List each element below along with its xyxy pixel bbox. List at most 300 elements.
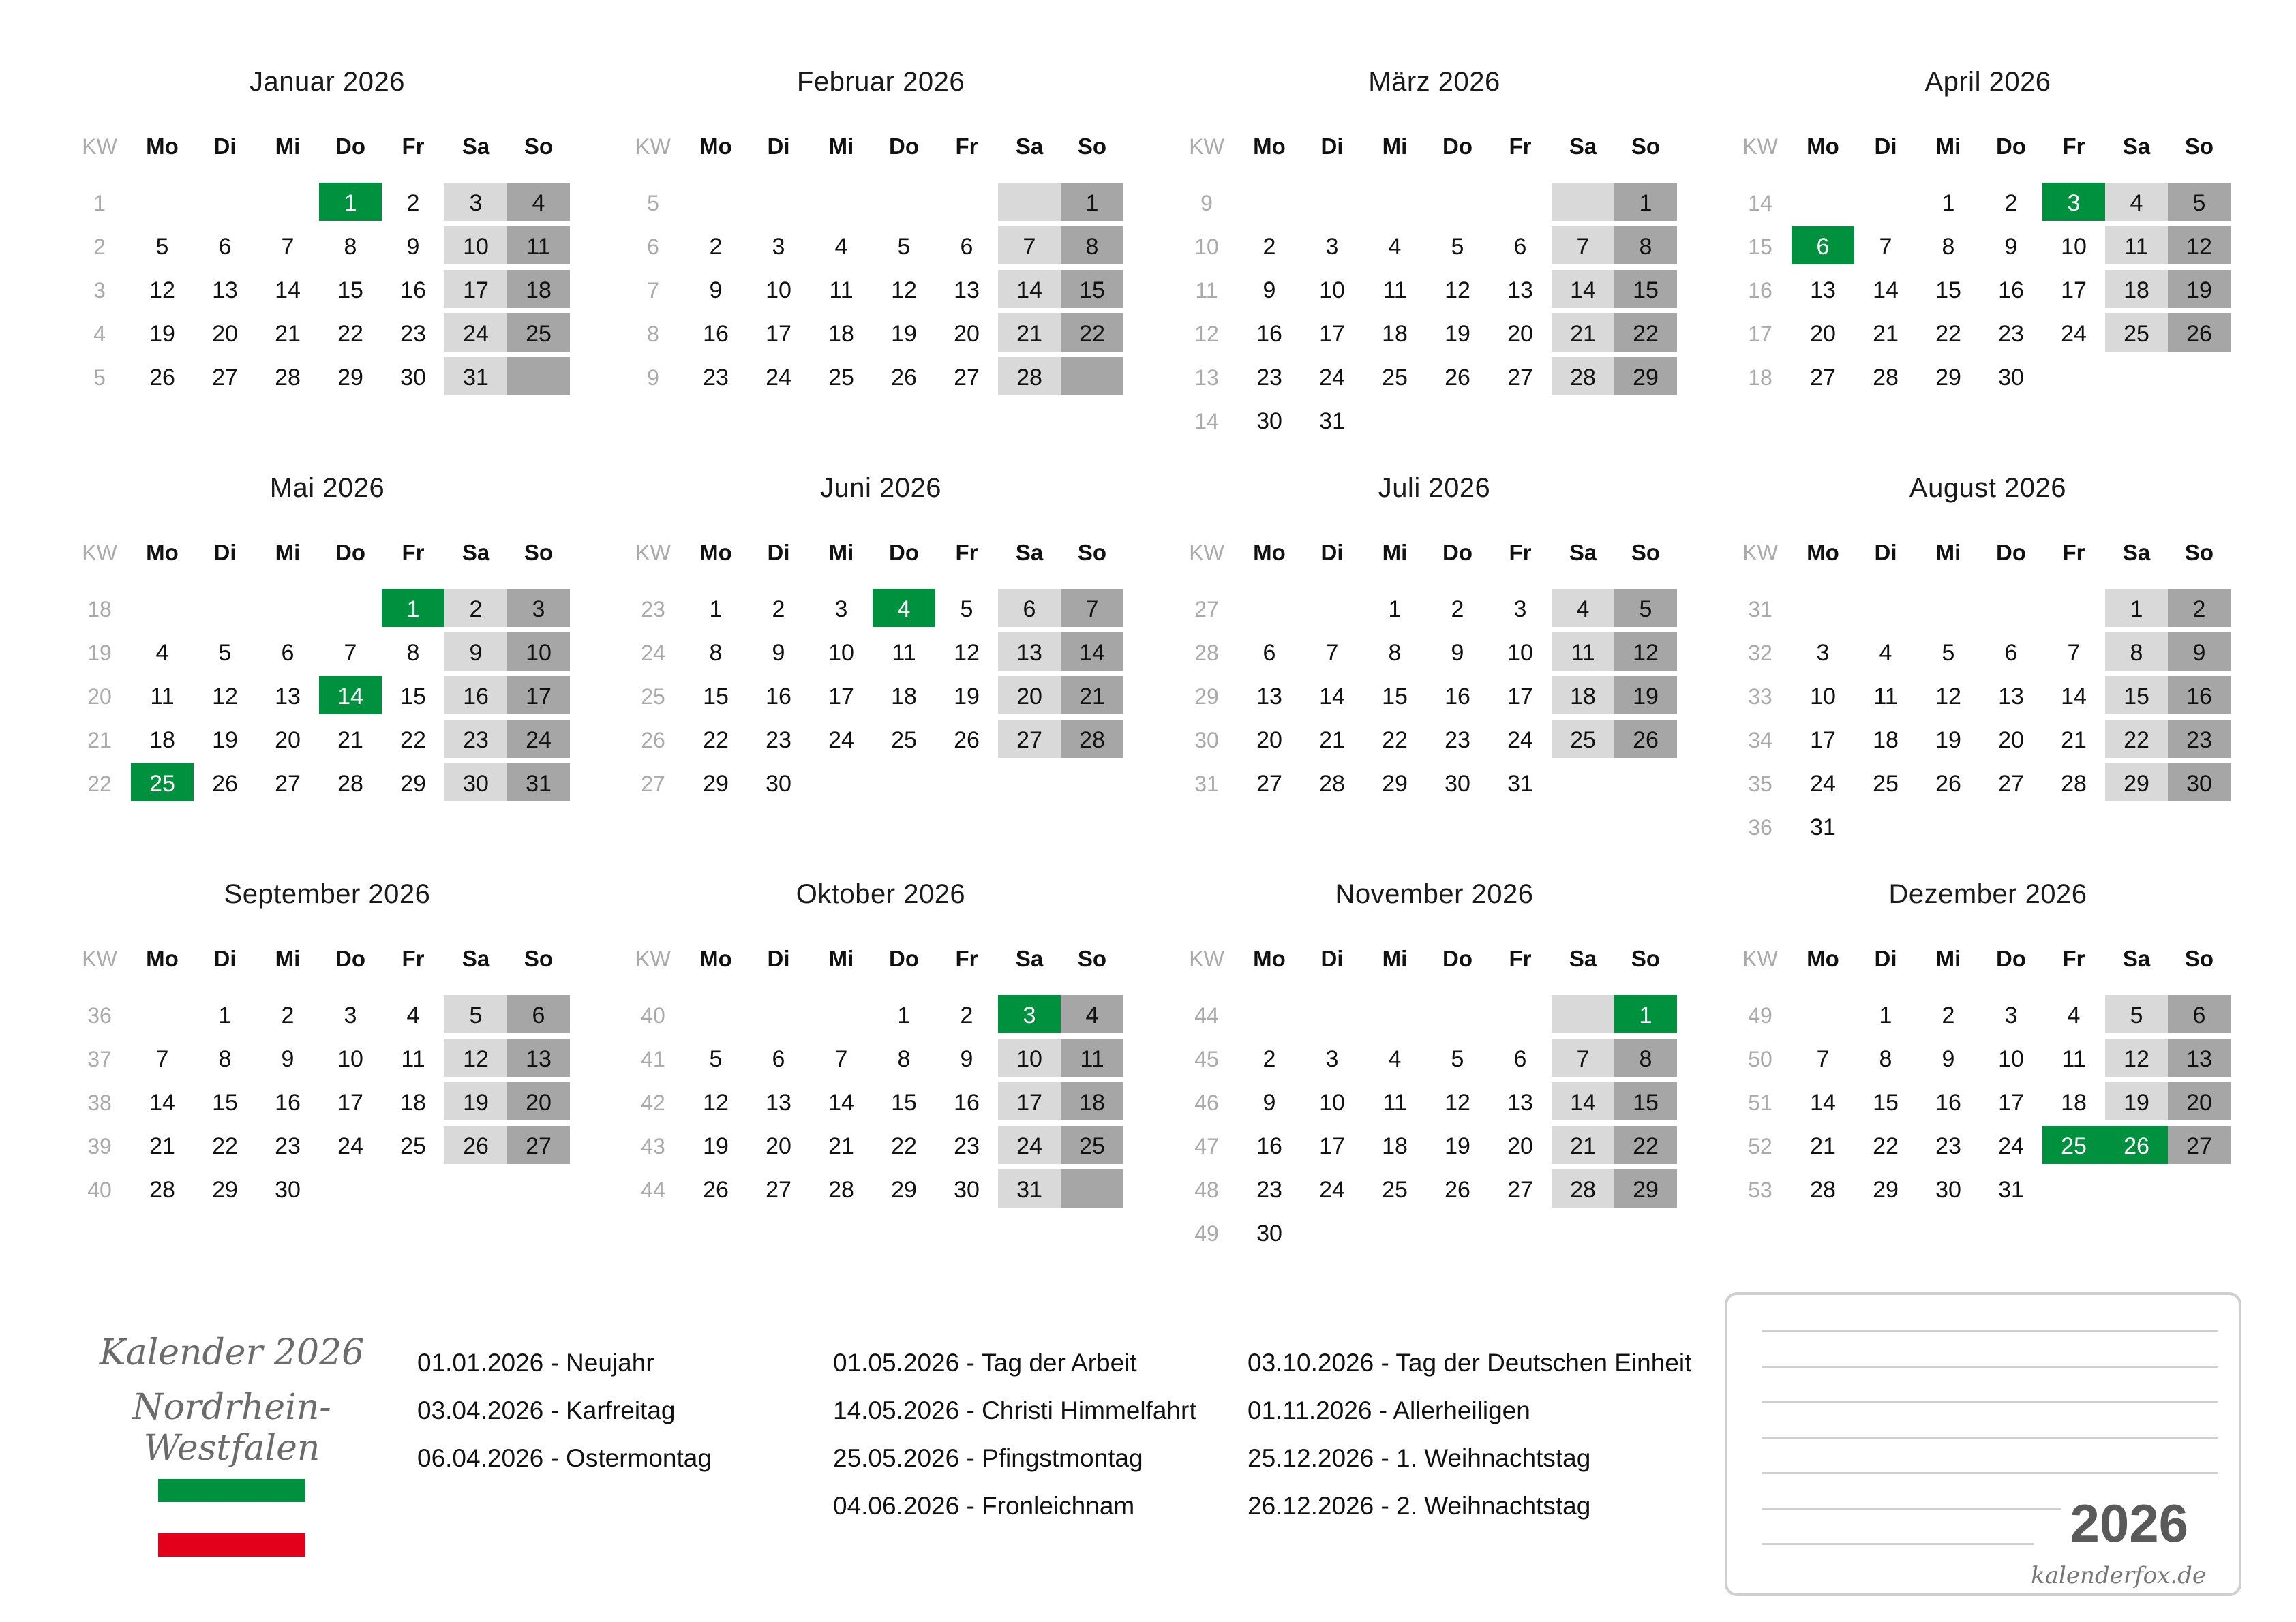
day-cell: 25	[1363, 1169, 1426, 1210]
month-title: November 2026	[1335, 879, 1534, 909]
day-cell: 3	[1301, 1039, 1363, 1080]
day-cell: 31	[1792, 807, 1854, 848]
weekday-header: Sa	[1552, 129, 1614, 164]
day-cell: 12	[1426, 1082, 1489, 1123]
day-cell: 18	[2042, 1082, 2105, 1123]
day-cell: 22	[194, 1126, 256, 1167]
day-cell: 1	[319, 183, 382, 224]
day-cell: 30	[444, 763, 507, 804]
month-title: Dezember 2026	[1888, 879, 2087, 909]
day-cell: 20	[998, 676, 1061, 717]
day-cell: 1	[382, 589, 444, 630]
month-2	[622, 0, 1140, 391]
day-cell: 15	[382, 676, 444, 717]
weekday-header: So	[2168, 942, 2231, 976]
day-cell: 27	[507, 1126, 570, 1167]
weekday-header: Mo	[1238, 536, 1301, 570]
holiday-item: 04.06.2026 - Fronleichnam	[833, 1492, 1135, 1520]
day-cell: 11	[507, 226, 570, 267]
day-cell: 26	[444, 1126, 507, 1167]
day-cell: 18	[1552, 676, 1614, 717]
day-cell: 2	[1917, 995, 1980, 1036]
day-cell: 28	[1792, 1169, 1854, 1210]
day-cell: 24	[1301, 1169, 1363, 1210]
day-cell: 28	[1552, 357, 1614, 398]
day-cell: 22	[382, 720, 444, 761]
day-cell: 18	[1061, 1082, 1123, 1123]
weekday-header: Do	[1980, 942, 2042, 976]
month-title: März 2026	[1368, 67, 1500, 97]
week-number: 41	[622, 1039, 684, 1080]
day-cell: 4	[2042, 995, 2105, 1036]
day-cell: 11	[1552, 632, 1614, 673]
day-cell: 14	[1792, 1082, 1854, 1123]
weekday-header: Do	[1980, 536, 2042, 570]
day-cell: 13	[194, 270, 256, 311]
day-cell: 4	[1552, 589, 1614, 630]
day-cell: 3	[1301, 226, 1363, 267]
week-number: 7	[622, 270, 684, 311]
weekday-header: Fr	[382, 942, 444, 976]
week-number: 49	[1175, 1213, 1238, 1254]
weekend-blank-cell	[1061, 357, 1123, 398]
weekday-header: Sa	[1552, 942, 1614, 976]
day-cell: 19	[1917, 720, 1980, 761]
day-cell: 13	[507, 1039, 570, 1080]
day-cell: 24	[2042, 313, 2105, 354]
day-cell: 9	[382, 226, 444, 267]
day-cell: 20	[1792, 313, 1854, 354]
day-cell: 23	[747, 720, 810, 761]
weekday-header: Do	[873, 536, 935, 570]
day-cell: 20	[1489, 1126, 1552, 1167]
day-cell: 18	[873, 676, 935, 717]
month-10	[622, 812, 1140, 1203]
day-cell: 4	[873, 589, 935, 630]
weekday-header: Mo	[684, 536, 747, 570]
day-cell: 2	[444, 589, 507, 630]
month-title: August 2026	[1909, 473, 2067, 503]
weekday-header: Sa	[444, 129, 507, 164]
kw-header: KW	[1175, 942, 1238, 976]
day-cell: 22	[1614, 1126, 1677, 1167]
day-cell: 25	[131, 763, 194, 804]
weekday-header: Fr	[935, 536, 998, 570]
day-cell: 26	[194, 763, 256, 804]
day-cell: 23	[2168, 720, 2231, 761]
day-cell: 10	[810, 632, 873, 673]
day-cell: 9	[444, 632, 507, 673]
day-cell: 1	[684, 589, 747, 630]
week-number: 22	[68, 763, 131, 804]
day-cell: 24	[1301, 357, 1363, 398]
day-cell: 17	[1980, 1082, 2042, 1123]
weekend-blank-cell	[1061, 1169, 1123, 1210]
day-cell: 16	[684, 313, 747, 354]
day-cell: 21	[1552, 1126, 1614, 1167]
week-number: 28	[1175, 632, 1238, 673]
day-cell: 9	[747, 632, 810, 673]
week-number: 9	[622, 357, 684, 398]
day-cell: 12	[873, 270, 935, 311]
month-title: Juni 2026	[820, 473, 941, 503]
day-cell: 7	[1854, 226, 1917, 267]
weekday-header: Do	[319, 536, 382, 570]
notes-line	[1762, 1330, 2218, 1332]
day-cell: 23	[1238, 1169, 1301, 1210]
day-cell: 28	[1854, 357, 1917, 398]
day-cell: 20	[194, 313, 256, 354]
weekday-header: Di	[747, 942, 810, 976]
weekday-header: Mi	[256, 536, 319, 570]
month-3	[1175, 0, 1693, 434]
weekday-header: Mo	[1238, 129, 1301, 164]
day-cell: 4	[1061, 995, 1123, 1036]
weekday-header: Mi	[810, 536, 873, 570]
week-number: 46	[1175, 1082, 1238, 1123]
day-cell: 25	[2042, 1126, 2105, 1167]
day-cell: 5	[1426, 1039, 1489, 1080]
day-cell: 21	[810, 1126, 873, 1167]
day-cell: 6	[2168, 995, 2231, 1036]
day-cell: 21	[1792, 1126, 1854, 1167]
kw-header: KW	[1175, 129, 1238, 164]
day-cell: 5	[1614, 589, 1677, 630]
day-cell: 15	[1363, 676, 1426, 717]
day-cell: 13	[256, 676, 319, 717]
kw-header: KW	[622, 942, 684, 976]
day-cell: 27	[256, 763, 319, 804]
weekday-header: Di	[1854, 536, 1917, 570]
week-number: 49	[1729, 995, 1792, 1036]
day-cell: 25	[1061, 1126, 1123, 1167]
day-cell: 17	[507, 676, 570, 717]
month-11	[1175, 812, 1693, 1246]
day-cell: 12	[444, 1039, 507, 1080]
day-cell: 20	[1489, 313, 1552, 354]
day-cell: 9	[256, 1039, 319, 1080]
day-cell: 6	[507, 995, 570, 1036]
day-cell: 26	[935, 720, 998, 761]
weekday-header: Mi	[1917, 536, 1980, 570]
day-cell: 15	[194, 1082, 256, 1123]
day-cell: 10	[1792, 676, 1854, 717]
day-cell: 3	[444, 183, 507, 224]
day-cell: 3	[319, 995, 382, 1036]
day-cell: 29	[684, 763, 747, 804]
day-cell: 21	[1301, 720, 1363, 761]
day-cell: 14	[1552, 1082, 1614, 1123]
weekday-header: Fr	[2042, 536, 2105, 570]
week-number: 32	[1729, 632, 1792, 673]
month-title: Januar 2026	[250, 67, 405, 97]
day-cell: 16	[382, 270, 444, 311]
day-cell: 8	[1061, 226, 1123, 267]
day-cell: 19	[131, 313, 194, 354]
day-cell: 5	[2105, 995, 2168, 1036]
day-cell: 16	[747, 676, 810, 717]
week-number: 5	[68, 357, 131, 398]
day-cell: 26	[1917, 763, 1980, 804]
day-cell: 14	[1854, 270, 1917, 311]
week-number: 42	[622, 1082, 684, 1123]
day-cell: 20	[747, 1126, 810, 1167]
day-cell: 8	[1614, 1039, 1677, 1080]
weekday-header: So	[2168, 129, 2231, 164]
day-cell: 17	[1489, 676, 1552, 717]
week-number: 51	[1729, 1082, 1792, 1123]
day-cell: 2	[935, 995, 998, 1036]
day-cell: 12	[2168, 226, 2231, 267]
day-cell: 16	[1980, 270, 2042, 311]
day-cell: 1	[1854, 995, 1917, 1036]
day-cell: 19	[873, 313, 935, 354]
day-cell: 27	[935, 357, 998, 398]
day-cell: 5	[1426, 226, 1489, 267]
weekday-header: So	[1061, 942, 1123, 976]
day-cell: 26	[2105, 1126, 2168, 1167]
weekday-header: Mi	[256, 942, 319, 976]
weekday-header: So	[507, 536, 570, 570]
day-cell: 20	[256, 720, 319, 761]
day-cell: 23	[1917, 1126, 1980, 1167]
week-number: 34	[1729, 720, 1792, 761]
day-cell: 30	[382, 357, 444, 398]
weekday-header: Sa	[2105, 942, 2168, 976]
weekday-header: Fr	[1489, 942, 1552, 976]
week-number: 14	[1729, 183, 1792, 224]
week-number: 9	[1175, 183, 1238, 224]
day-cell: 13	[1489, 270, 1552, 311]
week-number: 20	[68, 676, 131, 717]
weekday-header: Sa	[2105, 536, 2168, 570]
day-cell: 7	[131, 1039, 194, 1080]
day-cell: 23	[1238, 357, 1301, 398]
weekday-header: Mo	[684, 129, 747, 164]
kw-header: KW	[1729, 536, 1792, 570]
weekday-header: Mo	[131, 942, 194, 976]
day-cell: 25	[1854, 763, 1917, 804]
day-cell: 28	[319, 763, 382, 804]
day-cell: 30	[256, 1169, 319, 1210]
day-cell: 12	[1917, 676, 1980, 717]
day-cell: 24	[319, 1126, 382, 1167]
day-cell: 12	[684, 1082, 747, 1123]
day-cell: 31	[507, 763, 570, 804]
weekday-header: Mo	[1792, 942, 1854, 976]
day-cell: 9	[1238, 1082, 1301, 1123]
holiday-item: 01.11.2026 - Allerheiligen	[1248, 1396, 1530, 1424]
day-cell: 30	[1238, 1213, 1301, 1254]
notes-year: 2026	[2070, 1493, 2188, 1553]
day-cell: 13	[1792, 270, 1854, 311]
weekday-header: Fr	[2042, 942, 2105, 976]
day-cell: 23	[382, 313, 444, 354]
month-5	[68, 406, 586, 797]
week-number: 23	[622, 589, 684, 630]
day-cell: 2	[256, 995, 319, 1036]
day-cell: 3	[1489, 589, 1552, 630]
day-cell: 31	[1489, 763, 1552, 804]
day-cell: 30	[747, 763, 810, 804]
notes-line	[1762, 1508, 2061, 1510]
day-cell: 18	[810, 313, 873, 354]
day-cell: 18	[507, 270, 570, 311]
day-cell: 21	[998, 313, 1061, 354]
weekday-header: Mo	[1792, 536, 1854, 570]
day-cell: 6	[194, 226, 256, 267]
weekday-header: So	[507, 942, 570, 976]
week-number: 14	[1175, 401, 1238, 442]
day-cell: 14	[810, 1082, 873, 1123]
day-cell: 17	[1301, 313, 1363, 354]
day-cell: 1	[2105, 589, 2168, 630]
week-number: 39	[68, 1126, 131, 1167]
day-cell: 18	[2105, 270, 2168, 311]
day-cell: 16	[1238, 313, 1301, 354]
weekday-header: Do	[873, 129, 935, 164]
week-number: 48	[1175, 1169, 1238, 1210]
day-cell: 21	[256, 313, 319, 354]
weekday-header: So	[1614, 942, 1677, 976]
day-cell: 10	[1301, 1082, 1363, 1123]
holiday-item: 01.01.2026 - Neujahr	[417, 1349, 654, 1377]
week-number: 36	[1729, 807, 1792, 848]
weekday-header: Mo	[131, 129, 194, 164]
day-cell: 5	[131, 226, 194, 267]
holiday-item: 14.05.2026 - Christi Himmelfahrt	[833, 1396, 1196, 1424]
day-cell: 14	[319, 676, 382, 717]
day-cell: 26	[873, 357, 935, 398]
notes-box	[1725, 1292, 2241, 1596]
day-cell: 29	[382, 763, 444, 804]
holiday-item: 26.12.2026 - 2. Weihnachtstag	[1248, 1492, 1591, 1520]
weekday-header: Fr	[382, 129, 444, 164]
day-cell: 20	[1238, 720, 1301, 761]
day-cell: 12	[194, 676, 256, 717]
day-cell: 24	[810, 720, 873, 761]
day-cell: 25	[507, 313, 570, 354]
day-cell: 17	[747, 313, 810, 354]
day-cell: 9	[1980, 226, 2042, 267]
day-cell: 11	[1363, 270, 1426, 311]
holiday-item: 25.05.2026 - Pfingstmontag	[833, 1444, 1143, 1472]
month-12	[1729, 812, 2247, 1203]
weekday-header: Sa	[1552, 536, 1614, 570]
weekend-blank-cell	[1552, 183, 1614, 224]
day-cell: 14	[1552, 270, 1614, 311]
day-cell: 28	[1301, 763, 1363, 804]
weekday-header: Mi	[810, 129, 873, 164]
day-cell: 27	[1238, 763, 1301, 804]
day-cell: 4	[382, 995, 444, 1036]
day-cell: 13	[935, 270, 998, 311]
day-cell: 24	[1489, 720, 1552, 761]
day-cell: 17	[1792, 720, 1854, 761]
day-cell: 13	[2168, 1039, 2231, 1080]
day-cell: 22	[1363, 720, 1426, 761]
day-cell: 28	[1061, 720, 1123, 761]
weekday-header: So	[1061, 129, 1123, 164]
day-cell: 27	[1489, 1169, 1552, 1210]
week-number: 37	[68, 1039, 131, 1080]
day-cell: 19	[1426, 313, 1489, 354]
day-cell: 30	[1238, 401, 1301, 442]
day-cell: 20	[935, 313, 998, 354]
day-cell: 4	[1363, 226, 1426, 267]
day-cell: 15	[2105, 676, 2168, 717]
weekday-header: Di	[1301, 129, 1363, 164]
day-cell: 11	[1061, 1039, 1123, 1080]
day-cell: 27	[194, 357, 256, 398]
day-cell: 29	[1614, 1169, 1677, 1210]
day-cell: 1	[1061, 183, 1123, 224]
weekday-header: Di	[1301, 536, 1363, 570]
day-cell: 26	[684, 1169, 747, 1210]
day-cell: 11	[873, 632, 935, 673]
day-cell: 8	[382, 632, 444, 673]
day-cell: 22	[1061, 313, 1123, 354]
kw-header: KW	[622, 536, 684, 570]
day-cell: 6	[747, 1039, 810, 1080]
weekday-header: Di	[194, 942, 256, 976]
weekday-header: Sa	[998, 129, 1061, 164]
day-cell: 27	[747, 1169, 810, 1210]
day-cell: 5	[935, 589, 998, 630]
kw-header: KW	[1729, 129, 1792, 164]
day-cell: 12	[935, 632, 998, 673]
day-cell: 10	[319, 1039, 382, 1080]
week-number: 30	[1175, 720, 1238, 761]
week-number: 11	[1175, 270, 1238, 311]
day-cell: 3	[1980, 995, 2042, 1036]
day-cell: 24	[998, 1126, 1061, 1167]
kw-header: KW	[68, 536, 131, 570]
day-cell: 26	[1614, 720, 1677, 761]
month-1	[68, 0, 586, 391]
day-cell: 11	[810, 270, 873, 311]
day-cell: 9	[1917, 1039, 1980, 1080]
day-cell: 25	[1552, 720, 1614, 761]
holiday-item: 03.04.2026 - Karfreitag	[417, 1396, 676, 1424]
day-cell: 29	[1854, 1169, 1917, 1210]
day-cell: 24	[507, 720, 570, 761]
day-cell: 1	[194, 995, 256, 1036]
holiday-list-column-2	[833, 1339, 1196, 1530]
day-cell: 16	[256, 1082, 319, 1123]
day-cell: 13	[1980, 676, 2042, 717]
day-cell: 30	[1917, 1169, 1980, 1210]
month-title: Mai 2026	[269, 473, 385, 503]
day-cell: 16	[444, 676, 507, 717]
weekday-header: Fr	[935, 129, 998, 164]
day-cell: 25	[810, 357, 873, 398]
day-cell: 19	[2168, 270, 2231, 311]
day-cell: 9	[935, 1039, 998, 1080]
day-cell: 16	[2168, 676, 2231, 717]
day-cell: 15	[684, 676, 747, 717]
day-cell: 11	[1363, 1082, 1426, 1123]
day-cell: 2	[747, 589, 810, 630]
day-cell: 1	[873, 995, 935, 1036]
week-number: 12	[1175, 313, 1238, 354]
week-number: 5	[622, 183, 684, 224]
day-cell: 15	[873, 1082, 935, 1123]
day-cell: 3	[998, 995, 1061, 1036]
weekday-header: So	[1061, 536, 1123, 570]
holiday-list-column-1	[417, 1339, 712, 1482]
day-cell: 24	[444, 313, 507, 354]
